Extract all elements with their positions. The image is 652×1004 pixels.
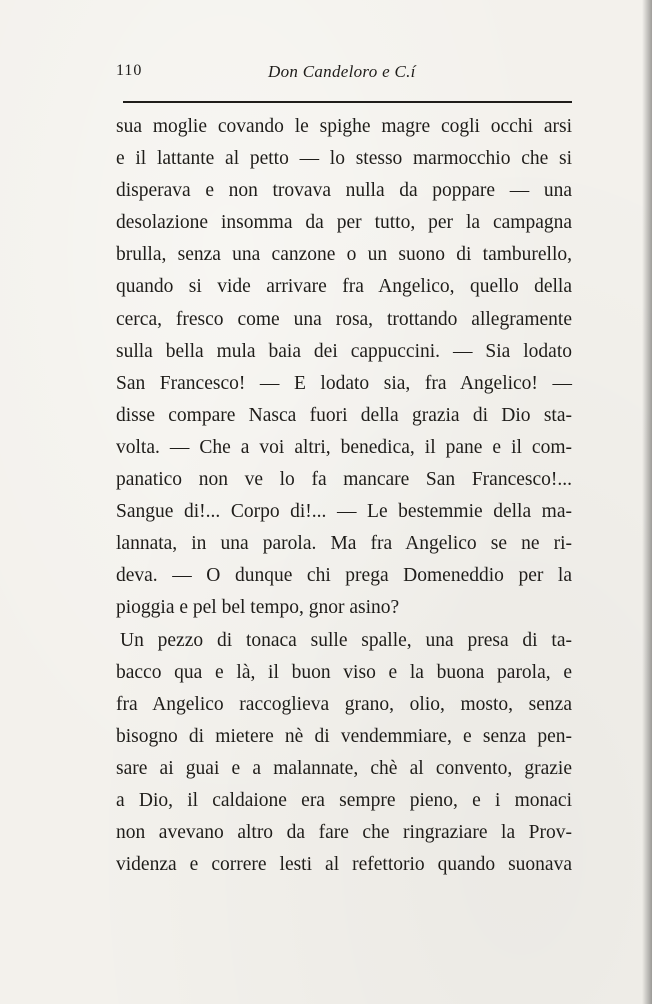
text-line: disse compare Nasca fuori della grazia di Dio sta-: [116, 404, 572, 426]
text-line: quando si vide arrivare fra Angelico, quello della: [116, 276, 572, 298]
page-number: 110: [116, 62, 143, 79]
text-line: pioggia e pel bel tempo, gnor asino?: [116, 597, 400, 619]
text-line: bacco qua e là, il buon viso e la buona parola, e: [116, 661, 572, 683]
page-header: [116, 58, 570, 86]
text-line: videnza e correre lesti al refettorio quando suonava: [116, 854, 572, 876]
text-line: Un pezzo di tonaca sulle spalle, una presa di ta-: [120, 629, 572, 651]
text-line: deva. — O dunque chi prega Domeneddio per la: [116, 565, 572, 587]
text-line: San Francesco! — E lodato sia, fra Angelico! —: [116, 372, 572, 394]
text-line: sulla bella mula baia dei cappuccini. — Sia lodato: [116, 340, 572, 362]
text-line: brulla, senza una canzone o un suono di tamburello,: [116, 244, 572, 266]
text-line: a Dio, il caldaione era sempre pieno, e i monaci: [116, 789, 572, 811]
text-line: sare ai guai e a malannate, chè al convento, grazie: [116, 757, 572, 779]
text-line: disperava e non trovava nulla da poppare — una: [116, 180, 572, 202]
text-line: desolazione insomma da per tutto, per la campagna: [116, 212, 572, 234]
text-line: volta. — Che a voi altri, benedica, il pane e il com-: [116, 436, 572, 458]
text-line: bisogno di mietere nè di vendemmiare, e senza pen-: [116, 725, 572, 747]
text-line: panatico non ve lo fa mancare San Francesco!...: [116, 469, 572, 491]
text-line: fra Angelico raccoglieva grano, olio, mosto, senza: [116, 693, 572, 715]
body-text: [116, 111, 572, 881]
text-line: lannata, in una parola. Ma fra Angelico se ne ri-: [116, 533, 572, 555]
page-edge-shadow: [642, 0, 652, 1004]
text-line: e il lattante al petto — lo stesso marmocchio che si: [116, 148, 572, 170]
header-rule: [123, 101, 572, 103]
text-line: non avevano altro da fare che ringraziare la Prov-: [116, 822, 572, 844]
text-line: cerca, fresco come una rosa, trottando allegramente: [116, 308, 572, 330]
text-line: Sangue di!... Corpo di!... — Le bestemmie della ma-: [116, 501, 572, 523]
text-line: sua moglie covando le spighe magre cogli occhi arsi: [116, 116, 572, 137]
running-title: Don Candeloro e C.í: [268, 62, 416, 81]
